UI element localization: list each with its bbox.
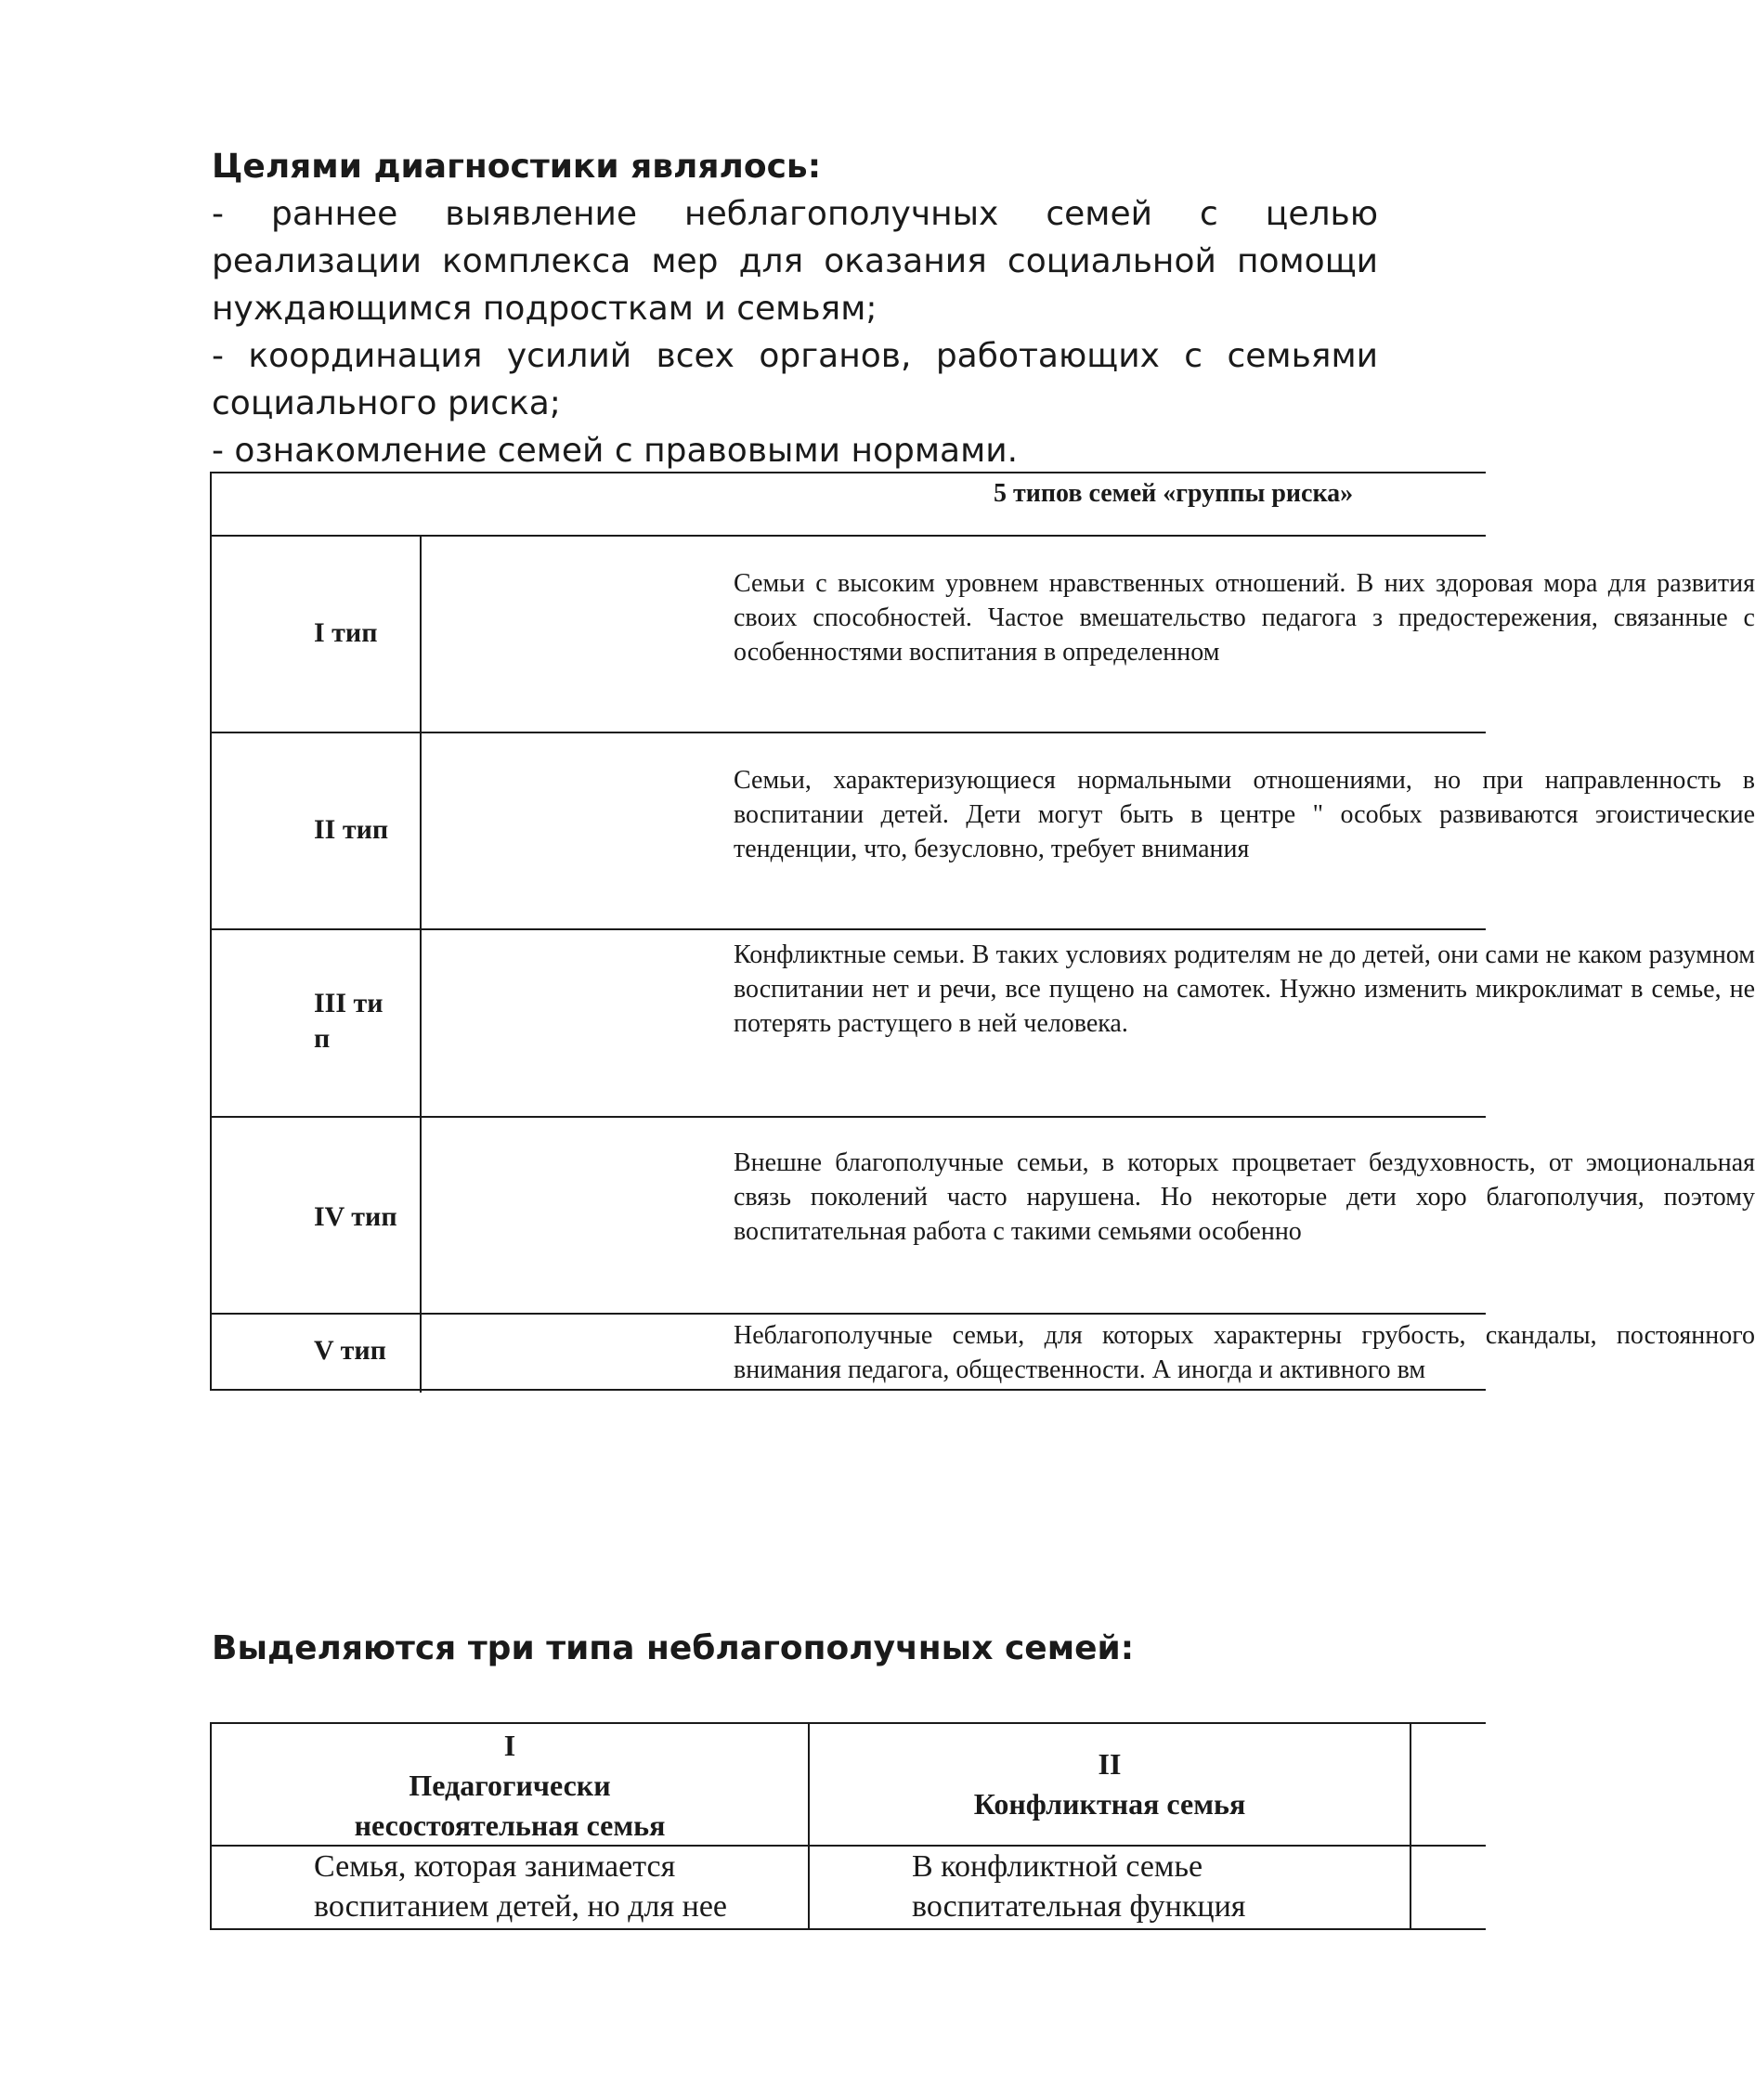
table-row (212, 537, 1755, 733)
table-row (212, 733, 1755, 930)
body-line: воспитательная функция (912, 1889, 1246, 1924)
column-title: несостоятельная семья (354, 1808, 666, 1842)
family-type-label: III ти п (314, 988, 384, 1054)
column-numeral: I (503, 1729, 516, 1762)
column-header-1 (212, 1726, 808, 1846)
column-title: Конфликтная семья (973, 1787, 1246, 1821)
family-type-label: V тип (314, 1335, 386, 1366)
family-type-description: Семьи с высоким уровнем нравственных отношений. В них здоровая мора для развития своих способностей. Частое вмешательство педагога з предостережения, связанные с особенностями воспитания в определенном (734, 569, 1755, 667)
column-header-2 (810, 1744, 1410, 1824)
family-type-label: II тип (314, 814, 389, 845)
column-body-1 (314, 1847, 727, 1926)
family-type-label: IV тип (314, 1201, 397, 1232)
dysfunctional-families-table (210, 1722, 1486, 1930)
column-divider (1410, 1724, 1411, 1928)
family-type-description: Конфликтные семьи. В таких условиях родителям не до детей, они сами не каком разумном воспитании нет и речи, все пущено на самотек. Нужно изменить микроклимат в семье, не потерять растущего в ней человека. (734, 940, 1755, 1038)
goal-item: - ознакомление семей с правовыми нормами. (212, 432, 1019, 470)
goals-heading: Целями диагностики являлось: (212, 148, 822, 186)
table-title: 5 типов семей «группы риска» (994, 479, 1354, 508)
column-numeral: II (1098, 1747, 1122, 1781)
diagnostics-goals (212, 143, 1378, 474)
goal-item: - раннее выявление неблагополучных семей с целью реализации комплекса мер для оказания социальной помощи нуждающимся подросткам и семьям; (212, 195, 1378, 328)
section-heading: Выделяются три типа неблагополучных семей: (212, 1629, 1135, 1667)
goal-item: - координация усилий всех органов, работающих с семьями социального риска; (212, 337, 1378, 422)
family-type-label: I тип (314, 617, 378, 648)
body-line: Семья, которая занимается (314, 1849, 676, 1884)
table-header (212, 473, 1486, 537)
table-row (212, 1315, 1755, 1393)
family-type-description: Семьи, характеризующиеся нормальными отношениями, но при направленность в воспитании детей. Дети могут быть в центре " особых развиваются эгоистические тенденции, что, безусловно, требует внимания (734, 766, 1755, 863)
family-type-description: Неблагополучные семьи, для которых характерны грубость, скандалы, постоянного внимания педагога, общественности. А иногда и активного вм (734, 1321, 1755, 1384)
table-row (212, 1118, 1755, 1315)
family-type-description: Внешне благополучные семьи, в которых процветает бездуховность, от эмоциональная связь поколений часто нарушена. Но некоторые дети хоро благополучия, поэтому воспитательная работа с такими семьями особенно (734, 1148, 1755, 1246)
table-row (212, 930, 1755, 1118)
body-line: В конфликтной семье (912, 1849, 1203, 1884)
column-body-2 (912, 1847, 1245, 1926)
risk-families-table (210, 472, 1755, 1391)
body-line: воспитанием детей, но для нее (314, 1889, 728, 1924)
column-title: Педагогически (409, 1769, 611, 1802)
